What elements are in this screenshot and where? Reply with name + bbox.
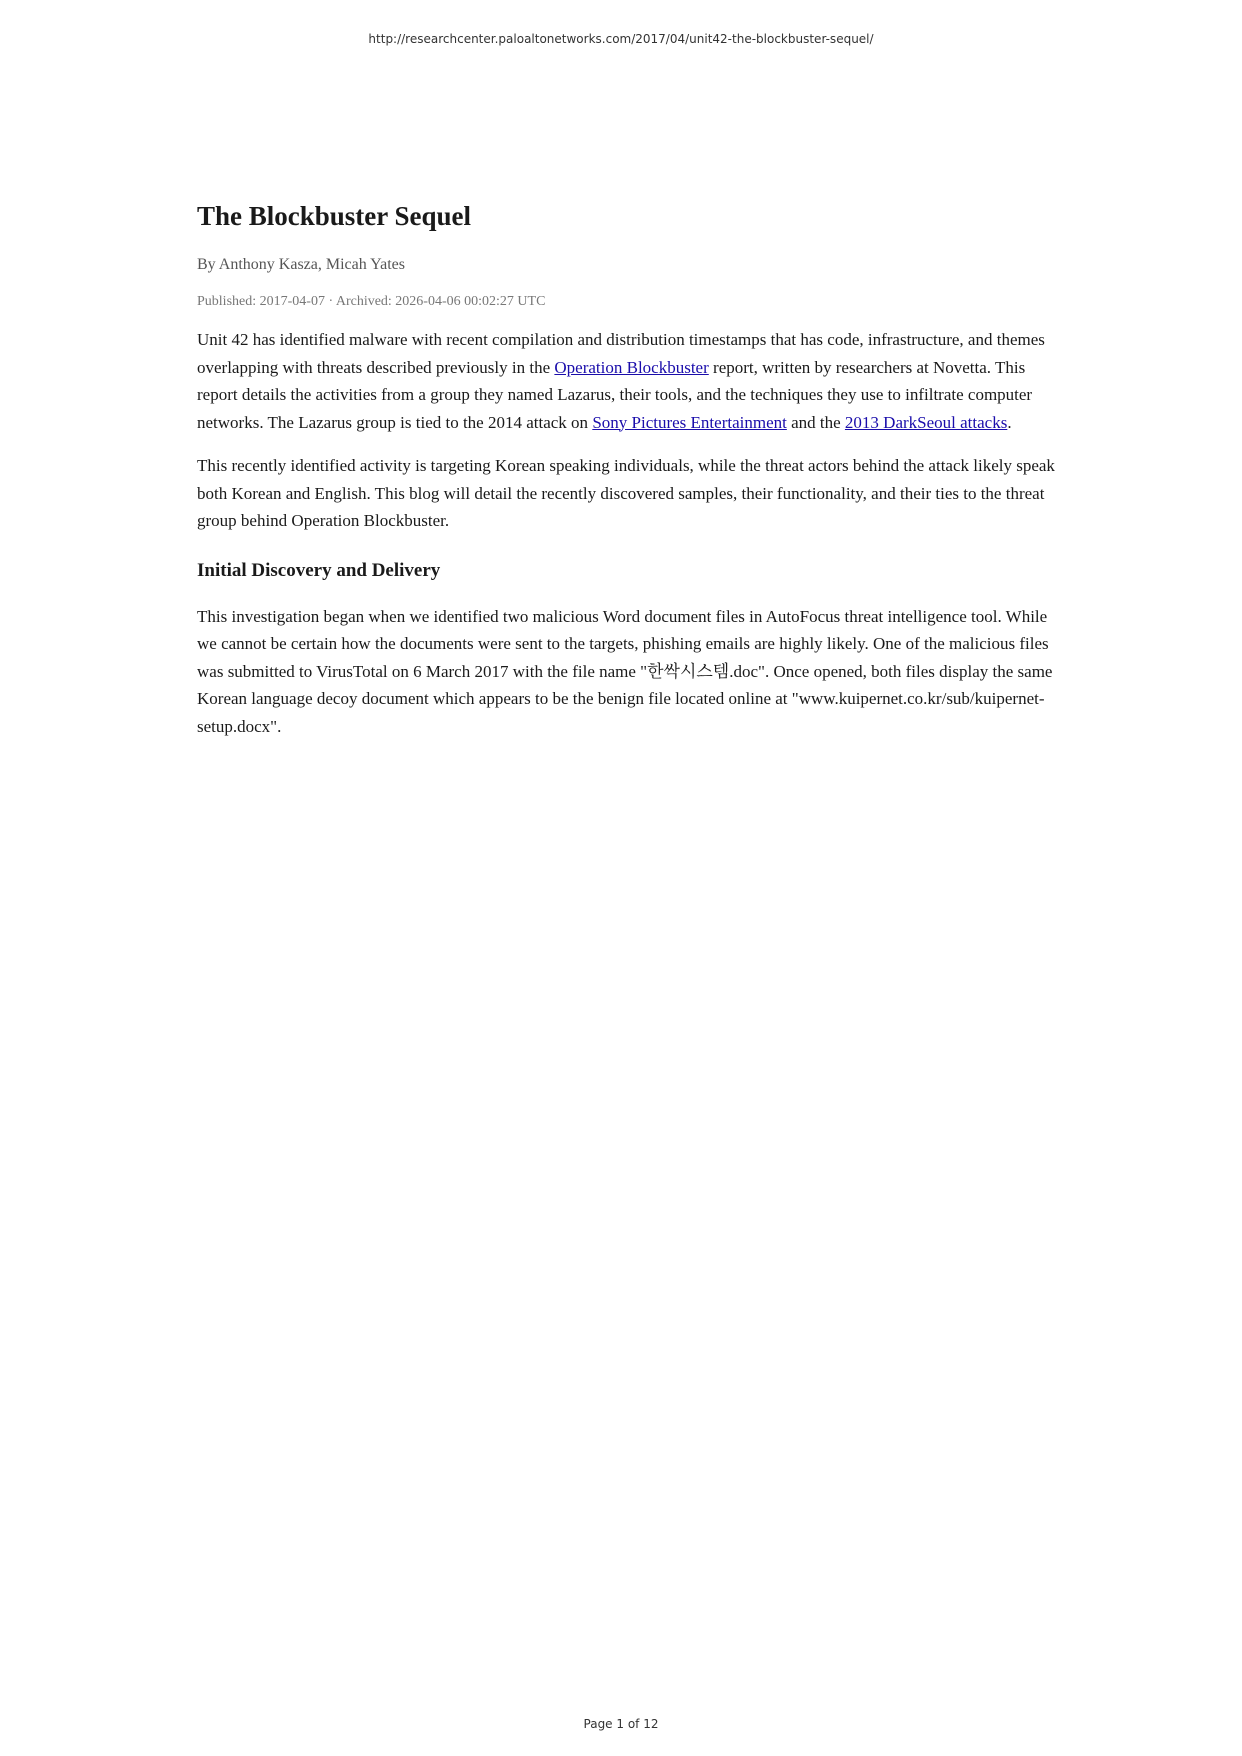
article-title: The Blockbuster Sequel [197,201,472,231]
page-number: Page 1 of 12 [583,1717,659,1731]
article-meta: Published: 2017-04-07 · Archived: 2026-04-06 00:02:27 UTC [197,294,546,309]
paragraph-intro [197,326,1057,436]
page-url-header: http://researchcenter.paloaltonetworks.com/2017/04/unit42-the-blockbuster-sequel/ [368,32,874,46]
link-darkseoul-attacks[interactable]: 2013 DarkSeoul attacks [844,412,1008,432]
article-content [197,196,1057,740]
paragraph-text: report, written by researchers at Novetta. This report details the activities from a group they named Lazarus, their tools, and the techniques they use to infiltrate computer networks. The Lazarus group is tied to the 2014 attack on [197,357,1033,432]
section-heading: Initial Discovery and Delivery [197,559,441,581]
paragraph-text: Unit 42 has identified malware with recent compilation and distribution timestamps that has code, infrastructure, and themes overlapping with threats described previously in the [197,330,1045,377]
article-byline: By Anthony Kasza, Micah Yates [197,256,405,273]
paragraph-text: . [1007,412,1012,432]
link-sony-pictures[interactable]: Sony Pictures Entertainment [592,412,787,432]
paragraph-text: and the [786,412,845,432]
paragraph-activity: This recently identified activity is targeting Korean speaking individuals, while the threat actors behind the attack likely speak both Korean and English. This blog will detail the recently discovered samples, their functionality, and their ties to the threat group behind Operation Blockbuster. [197,456,1055,530]
paragraph-discovery: This investigation began when we identified two malicious Word document files in AutoFocus threat intelligence tool. While we cannot be certain how the documents were sent to the targets, phishing emails are highly likely. One of the malicious files was submitted to VirusTotal on 6 March 2017 with the file name "한싹시스템.doc". Once opened, both files display the same Korean language decoy document which appears to be the benign file located online at "www.kuipernet.co.kr/sub/kuipernet-setup.docx". [197,606,1053,736]
link-operation-blockbuster[interactable]: Operation Blockbuster [554,357,709,377]
